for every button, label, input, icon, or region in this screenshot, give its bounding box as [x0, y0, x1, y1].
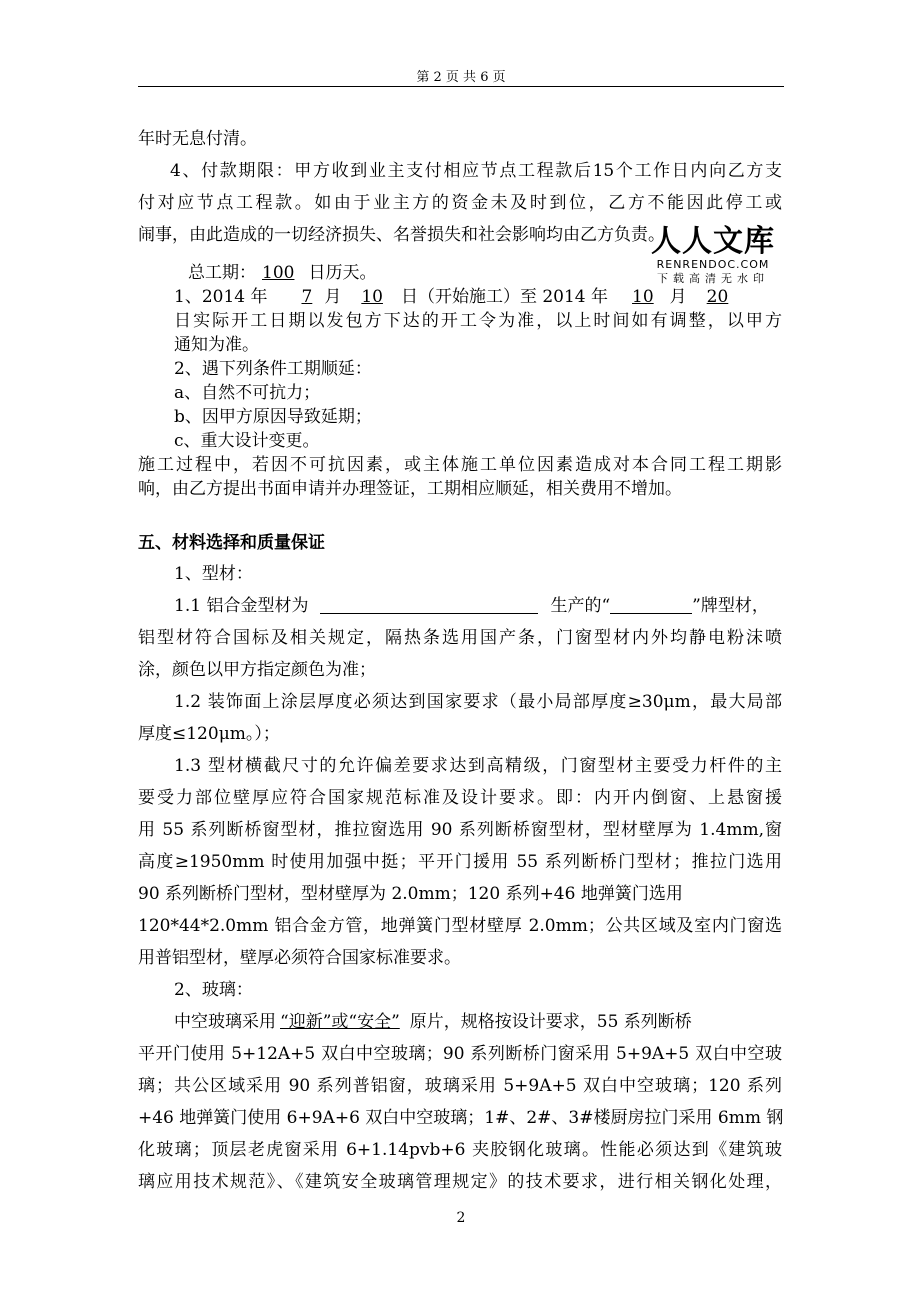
glass-line-1-prefix: 中空玻璃采用 [174, 1012, 276, 1032]
clause-1-3-line-3: 用 55 系列断桥窗型材，推拉窗选用 90 系列断桥窗型材，型材壁厚为 1.4mm,窗 [138, 820, 782, 840]
start-day: 10 [361, 287, 383, 307]
schedule-note-2: 响，由乙方提出书面申请并办理签证，工期相应顺延，相关费用不增加。 [138, 479, 682, 499]
header-rule [138, 86, 784, 87]
start-month: 7 [301, 287, 313, 307]
total-period-value: 100 [262, 263, 295, 283]
start-year-text: 1、2014 年 [174, 287, 268, 307]
clause-1-1 [174, 595, 769, 617]
payment-line-4: 闹事，由此造成的一切经济损失、名誉损失和社会影响均由乙方负责。 [138, 225, 665, 245]
extension-item-b: b、因甲方原因导致延期； [174, 407, 372, 427]
total-period [188, 262, 376, 284]
clause-1-3-line-7: 用普铝型材，壁厚必须符合国家标准要求。 [138, 948, 461, 968]
renrendoc-watermark [644, 226, 782, 285]
payment-line-1: 年时无息付清。 [138, 129, 257, 149]
glass-line-2: 平开门使用 5+12A+5 双白中空玻璃；90 系列断桥门窗采用 5+9A+5 双白中空玻 [138, 1044, 782, 1064]
watermark-subtitle: 下载高清无水印 [657, 272, 769, 285]
schedule-note-1: 施工过程中，若因不可抗因素，或主体施工单位因素造成对本合同工程工期影 [138, 455, 782, 475]
clause-1-1-line-3: 涂，颜色以甲方指定颜色为准； [138, 660, 376, 680]
clause-1-3-line-6: 120*44*2.0mm 铝合金方管，地弹簧门型材壁厚 2.0mm；公共区域及室内门窗选 [138, 916, 782, 936]
section-5-title: 五、材料选择和质量保证 [138, 533, 325, 553]
profile-title: 1、型材： [174, 564, 253, 584]
clause-1-3-line-1: 1.3 型材横截尺寸的允许偏差要求达到高精级，门窗型材主要受力杆件的主 [174, 756, 782, 776]
end-month-label: 月 [669, 287, 687, 307]
clause-1-3-line-5: 90 系列断桥门型材，型材壁厚为 2.0mm；120 系列+46 地弹簧门选用 [138, 884, 683, 904]
schedule-line-c: 通知为准。 [174, 335, 259, 355]
glass-line-4: +46 地弹簧门使用 6+9A+6 双白中空玻璃；1#、2#、3#楼厨房拉门采用 6mm 钢 [138, 1108, 784, 1128]
glass-brand: “迎新”或“安全” [280, 1012, 400, 1032]
glass-line-5: 化玻璃；顶层老虎窗采用 6+1.14pvb+6 夹胶钢化玻璃。性能必须达到《建筑玻 [138, 1140, 782, 1160]
clause-1-3-line-4: 高度≥1950mm 时使用加强中挺；平开门援用 55 系列断桥门型材；推拉门选用 [138, 852, 782, 872]
schedule-line-b: 日实际开工日期以发包方下达的开工令为准，以上时间如有调整，以甲方 [174, 311, 782, 331]
brand-blank [610, 595, 692, 614]
clause-1-1-line-2: 铝型材符合国标及相关规定，隔热条选用国产条，门窗型材内外均静电粉沫喷 [138, 628, 782, 648]
payment-line-3: 付对应节点工程款。如由于业主方的资金未及时到位，乙方不能因此停工或 [138, 193, 782, 213]
page-number: 2 [456, 1210, 466, 1226]
start-month-label: 月 [324, 287, 342, 307]
watermark-url: RENRENDOC.COM [656, 258, 770, 271]
payment-line-2: 4、付款期限：甲方收到业主支付相应节点工程款后15个工作日内向乙方支 [170, 161, 782, 181]
watermark-logo: 人人文库 [651, 224, 775, 259]
end-day: 20 [706, 287, 729, 307]
total-period-label: 总工期： [188, 263, 256, 283]
glass-line-1-suffix: 原片，规格按设计要求，55 系列断桥 [409, 1012, 692, 1032]
glass-line-3: 璃；共公区域采用 90 系列普铝窗，玻璃采用 5+9A+5 双白中空玻璃；120 系列 [138, 1076, 782, 1096]
extension-title: 2、遇下列条件工期顺延： [174, 359, 372, 379]
clause-1-2-line-1: 1.2 装饰面上涂层厚度必须达到国家要求（最小局部厚度≥30μm，最大局部 [174, 692, 782, 712]
glass-line-1 [174, 1011, 692, 1033]
clause-1-1-mid: 生产的“ [550, 596, 611, 616]
manufacturer-blank [320, 595, 538, 614]
extension-item-a: a、自然不可抗力； [174, 383, 321, 403]
start-end-dates [174, 286, 728, 308]
glass-title: 2、玻璃： [174, 980, 253, 1000]
clause-1-1-prefix: 1.1 铝合金型材为 [174, 596, 309, 616]
extension-item-c: c、重大设计变更。 [174, 431, 320, 451]
glass-line-6: 璃应用技术规范》、《建筑安全玻璃管理规定》的技术要求，进行相关钢化处理， [138, 1172, 782, 1192]
start-suffix: 日（开始施工）至 2014 年 [400, 287, 609, 307]
total-period-unit: 日历天。 [308, 263, 377, 283]
end-month: 10 [632, 287, 654, 307]
clause-1-2-line-2: 厚度≤120μm。）； [138, 724, 280, 744]
clause-1-3-line-2: 要受力部位壁厚应符合国家规范标准及设计要求。即：内开内倒窗、上悬窗援 [138, 788, 782, 808]
page-header: 第 2 页 共 6 页 [416, 70, 506, 85]
clause-1-1-suffix: ”牌型材， [692, 596, 769, 616]
